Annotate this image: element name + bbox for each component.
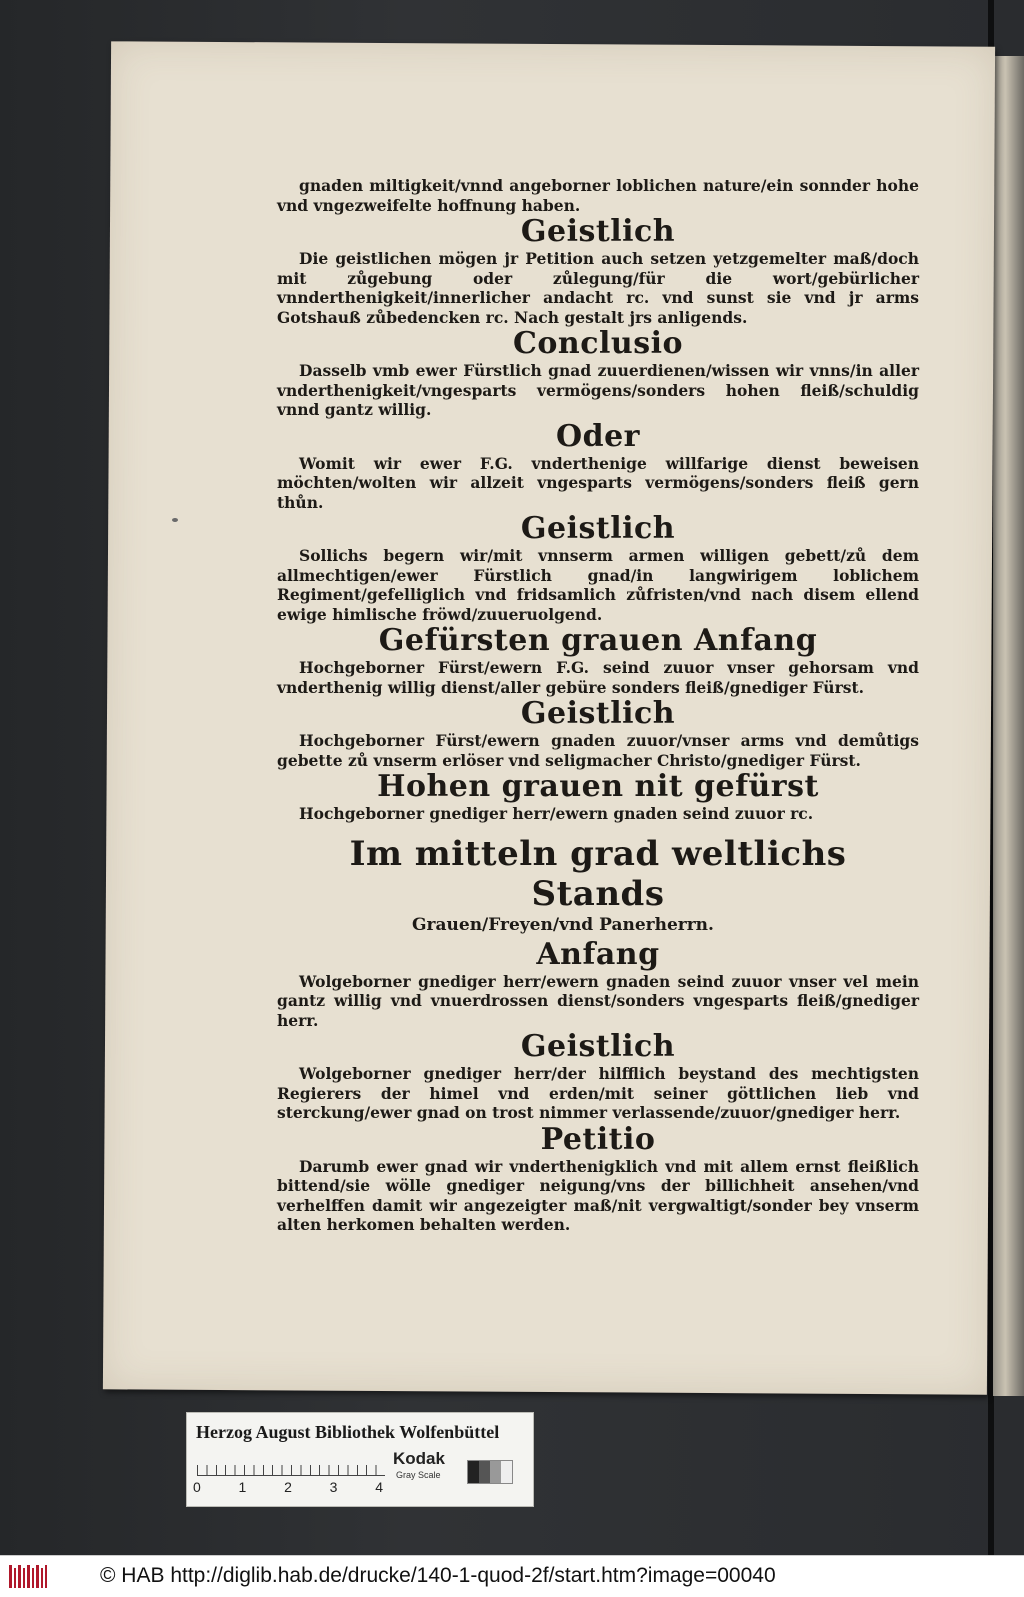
ruler-number: 0 — [193, 1479, 201, 1495]
gray-patches — [467, 1460, 513, 1484]
section-heading: Conclusio — [513, 326, 683, 361]
gray-scale-caption: Gray Scale — [396, 1470, 441, 1480]
body-paragraph: Wolgeborner gnediger herr/der hilfflich beystand des mechtigsten Regierers der himel vnd erden/mit seiner göttlichen lieb vnd sterckung/ewer gnad on trost nimmer verlassende/zuuor/gnediger herr. — [277, 1064, 919, 1122]
ruler-number: 4 — [375, 1479, 383, 1495]
body-paragraph: Darumb ewer gnad wir vnderthenigklich vnd mit allem ernst fleißlich bittend/sie wölle gnediger neigung/vns der billichheit ansehen/vnd verhelffen damit wir angezeigter maß/nit vergwaltigt/sonder bey vnserm alten herkomen behalten werden. — [277, 1156, 919, 1234]
section-heading: Hohen grauen nit gefürst — [377, 769, 819, 804]
ruler-number: 2 — [284, 1479, 292, 1495]
target-title: Herzog August Bibliothek Wolfenbüttel — [196, 1422, 500, 1442]
footer-bar — [0, 1555, 1024, 1597]
major-heading: Im mitteln grad weltlichs Stands — [349, 833, 847, 914]
ruler — [197, 1449, 385, 1476]
next-page-edge — [993, 56, 1024, 1396]
section-heading: Geistlich — [520, 511, 676, 546]
body-paragraph: Wolgeborner gnediger herr/ewern gnaden seind zuuor vnser vel mein gantz willig vnd vnuerdrossen dienst/sonders vngesparts fleiß/gnediger herr. — [277, 971, 919, 1030]
kodak-brand: Kodak — [393, 1449, 445, 1468]
section-heading: Geistlich — [520, 696, 676, 731]
ruler-number: 1 — [238, 1479, 247, 1495]
section-heading: Geistlich — [520, 1029, 676, 1064]
section-heading: Geistlich — [520, 214, 676, 249]
body-paragraph: Womit wir ewer F.G. vnderthenige willfarige dienst beweisen möchten/wolten wir allzeit vngesparts vermögens/sonders fleiß gern thůn. — [277, 453, 919, 512]
hab-logo-icon — [8, 1563, 48, 1590]
page-text — [277, 176, 919, 1235]
body-paragraph: gnaden miltigkeit/vnnd angeborner loblichen nature/ein sonnder hohe vnd vngezweifelte hoffnung haben. — [277, 176, 919, 215]
ruler-scale — [193, 1479, 383, 1495]
copyright-url[interactable]: © HAB http://diglib.hab.de/drucke/140-1-quod-2f/start.htm?image=00040 — [100, 1564, 776, 1587]
paper-speck — [172, 518, 178, 522]
body-paragraph: Hochgeborner Fürst/ewern gnaden zuuor/vnser arms vnd demůtigs gebette zů vnserm erlöser vnd seligmacher Christo/gnediger Fürst. — [277, 731, 919, 770]
section-heading: Gefürsten grauen Anfang — [378, 623, 818, 658]
color-target — [186, 1412, 534, 1507]
section-heading: Petitio — [540, 1121, 656, 1157]
body-paragraph: Die geistlichen mögen jr Petition auch setzen yetzgemelter maß/doch mit zůgebung oder zůlegung/für die wort/gebürlicher vnnderthenigkeit/innerlicher andacht rc. vnd sunst sie vnd jr arms Gotshauß zůbedencken rc. Nach gestalt jrs anligends. — [277, 249, 919, 327]
body-paragraph: Sollichs begern wir/mit vnnserm armen willigen gebett/zů dem allmechtigen/ewer Fürstlich gnad/in langwirigem loblichem Regiment/gefelliglich vnd fridsamlich zůfristen/vnd nach disem ellend ewige himlische fröwd/zuueruolgend. — [277, 546, 919, 624]
body-paragraph: Hochgeborner gnediger herr/ewern gnaden seind zuuor rc. — [299, 804, 814, 823]
section-heading: Oder — [555, 418, 640, 454]
section-heading: Anfang — [536, 936, 660, 972]
body-paragraph: Hochgeborner Fürst/ewern F.G. seind zuuor vnser gehorsam vnd vnderthenig willig dienst/aller gebüre sonders fleiß/gnediger Fürst. — [277, 658, 919, 697]
ruler-number: 3 — [329, 1479, 338, 1495]
sub-heading: Grauen/Freyen/vnd Panerherrn. — [412, 914, 714, 935]
body-paragraph: Dasselb vmb ewer Fürstlich gnad zuuerdienen/wissen wir vnns/in aller vnderthenigkeit/vngesparts vermögens/sonders hohen fleiß/schuldig vnnd gantz willig. — [277, 361, 919, 419]
